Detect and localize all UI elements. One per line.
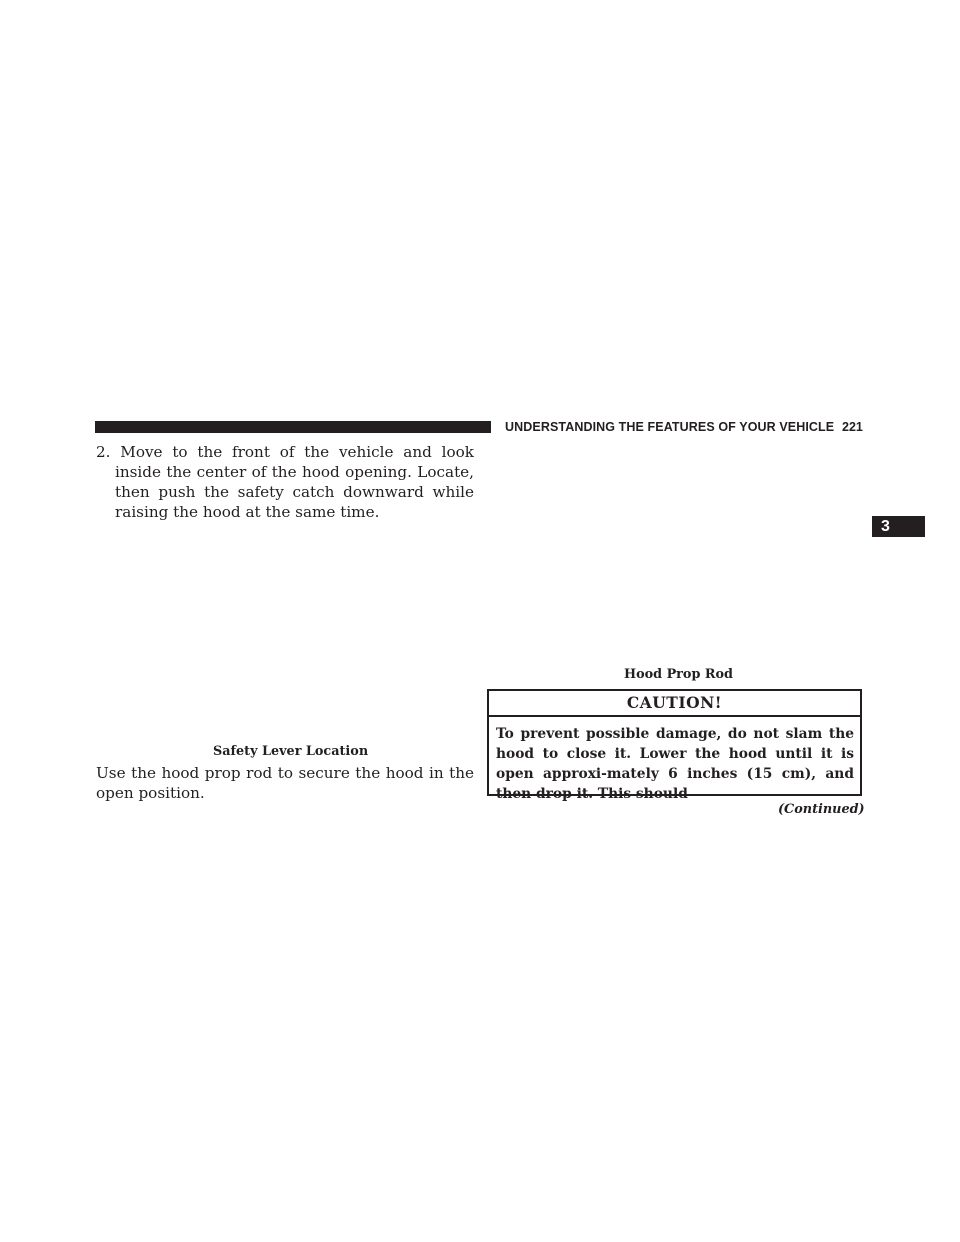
- prop-rod-paragraph: Use the hood prop rod to secure the hood in the open position.: [96, 764, 474, 802]
- caution-box: [487, 689, 862, 802]
- caution-text: To prevent possible damage, do not slam the hood to close it. Lower the hood until it is open approxi-mately 6 inches (15 cm), and then drop it. This should: [496, 726, 854, 802]
- chapter-tab[interactable]: 3: [872, 516, 925, 537]
- figure-caption-safety-lever: Safety Lever Location: [213, 744, 369, 759]
- header-rule: [95, 421, 491, 433]
- section-header-title: UNDERSTANDING THE FEATURES OF YOUR VEHICLE: [505, 420, 835, 434]
- step-2-instruction: 2. Move to the front of the vehicle and look inside the center of the hood opening. Locate, then push the safety catch downward while raising the hood at the same time.: [96, 443, 474, 521]
- caution-title: CAUTION!: [489, 691, 860, 717]
- figure-caption-hood-prop-rod: Hood Prop Rod: [624, 667, 733, 682]
- page-number: 221: [842, 420, 863, 434]
- continued-label: (Continued): [778, 802, 865, 817]
